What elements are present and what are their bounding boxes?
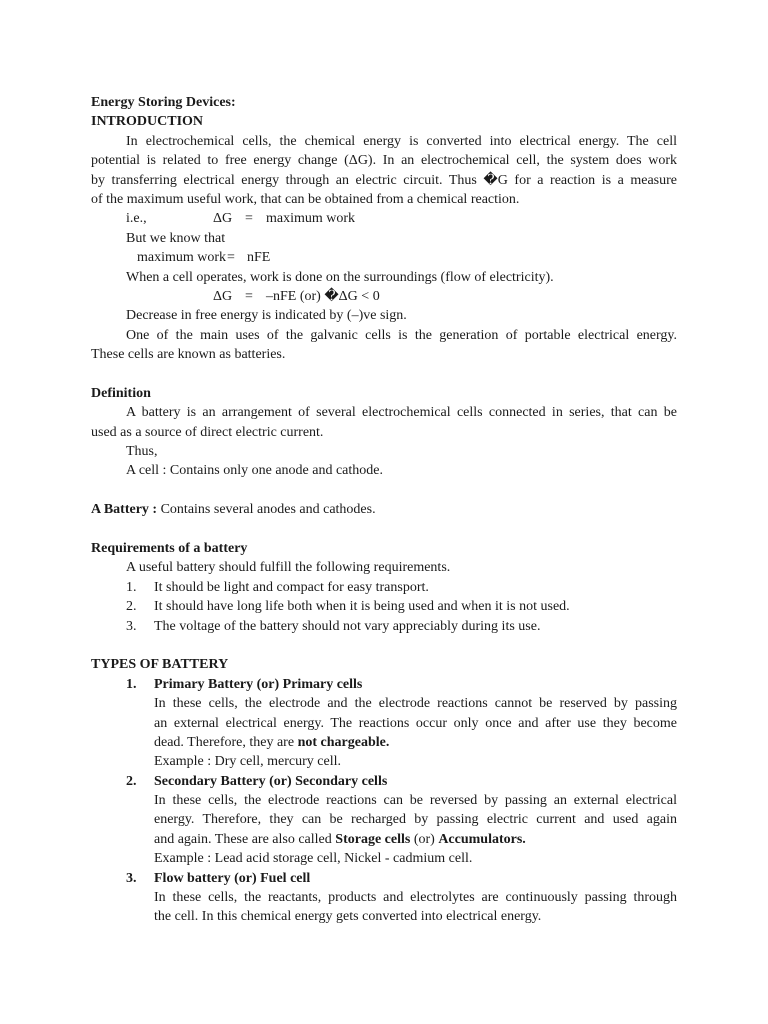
list-text: The voltage of the battery should not vary appreciably during its use. [154,618,541,634]
type-number: 2. [126,773,137,789]
type-title: Secondary Battery (or) Secondary cells [154,773,388,789]
text-line: In these cells, the electrode and the electrode reactions cannot be reserved by passing [154,696,677,712]
types-heading: TYPES OF BATTERY [91,657,229,673]
intro-paragraph-1 [91,132,677,210]
intro-heading: INTRODUCTION [91,114,204,130]
type-title-row [91,772,677,791]
example-line: Example : Dry cell, mercury cell. [154,754,341,770]
text-line: A battery is an arrangement of several electrochemical cells connected in series, that can be [126,405,677,421]
text-span: dead. Therefore, they are [154,734,298,750]
emphasis-text: not chargeable. [297,734,390,750]
equation-2 [91,248,677,267]
list-number: 3. [126,618,137,634]
equation-1 [91,209,677,228]
intro-paragraph-2 [91,326,677,365]
eq-rhs: maximum work [266,211,356,227]
text-line: In these cells, the electrode reactions can be reversed by passing an external electrical [154,793,677,809]
definition-paragraph [91,403,677,442]
text-line: potential is related to free energy change (ΔG). In an electrochemical cell, the system does work [91,153,677,169]
text-line: of the maximum useful work, that can be obtained from a chemical reaction. [91,191,520,207]
requirements-intro: A useful battery should fulfill the following requirements. [126,560,451,576]
text-line: But we know that [126,230,226,246]
battery-definition [91,500,677,519]
type-number: 1. [126,676,137,692]
text-line: In electrochemical cells, the chemical energy is converted into electrical energy. The cell [126,133,677,149]
requirements-list [91,578,677,636]
eq-lhs: maximum work [137,250,227,266]
eq-rhs: –nFE (or) �ΔG < 0 [266,288,380,304]
type-title: Primary Battery (or) Primary cells [154,676,363,692]
text-line: These cells are known as batteries. [91,347,286,363]
text-line: energy. Therefore, they can be recharged by passing electric current and used again [154,812,677,828]
text-line: Decrease in free energy is indicated by (–)ve sign. [126,308,407,324]
emphasis-text: Storage cells [335,831,411,847]
document-title: Energy Storing Devices: [91,95,236,110]
text-span: and again. These are also called [154,831,336,847]
text-line: by transferring electrical energy through an electric circuit. Thus �G for a reaction is a measure [91,172,677,188]
text-line: One of the main uses of the galvanic cells is the generation of portable electrical energy. [126,327,677,343]
text-line [91,830,677,849]
type-title: Flow battery (or) Fuel cell [154,870,311,886]
type-title-row [91,869,677,888]
text-line: an external electrical energy. The reactions occur only once and after use they become [154,715,677,731]
document-body [91,93,677,927]
type-flow [91,869,677,927]
list-item [91,578,677,597]
eq-operator: = [227,250,235,266]
type-primary [91,675,677,772]
requirements-heading: Requirements of a battery [91,540,248,556]
emphasis-text: Accumulators. [438,831,526,847]
cell-definition: A cell : Contains only one anode and cathode. [126,463,383,479]
text-line: In these cells, the reactants, products and electrolytes are continuously passing through [154,890,677,906]
list-text: It should have long life both when it is being used and when it is not used. [154,599,570,615]
list-number: 1. [126,579,137,595]
list-text: It should be light and compact for easy transport. [154,579,429,595]
text-span: (or) [410,831,439,847]
list-item [91,617,677,636]
equation-3 [91,287,677,306]
eq-lhs: ΔG [213,211,233,227]
example-line: Example : Lead acid storage cell, Nickel - cadmium cell. [154,851,473,867]
eq-operator: = [245,288,253,304]
definition-heading: Definition [91,385,151,401]
text-line [91,733,677,752]
eq-rhs: nFE [247,250,271,266]
list-item [91,597,677,616]
type-title-row [91,675,677,694]
type-number: 3. [126,870,137,886]
eq-lhs: ΔG [213,288,233,304]
text-line: the cell. In this chemical energy gets converted into electrical energy. [154,909,542,925]
eq-operator: = [245,211,253,227]
type-secondary [91,772,677,869]
battery-label: A Battery : [91,502,158,518]
text-line: used as a source of direct electric current. [91,424,324,440]
text-line: Thus, [126,444,158,460]
battery-text: Contains several anodes and cathodes. [157,502,376,518]
eq-prefix: i.e., [126,211,147,227]
list-number: 2. [126,599,137,615]
text-line: When a cell operates, work is done on the surroundings (flow of electricity). [126,269,554,285]
